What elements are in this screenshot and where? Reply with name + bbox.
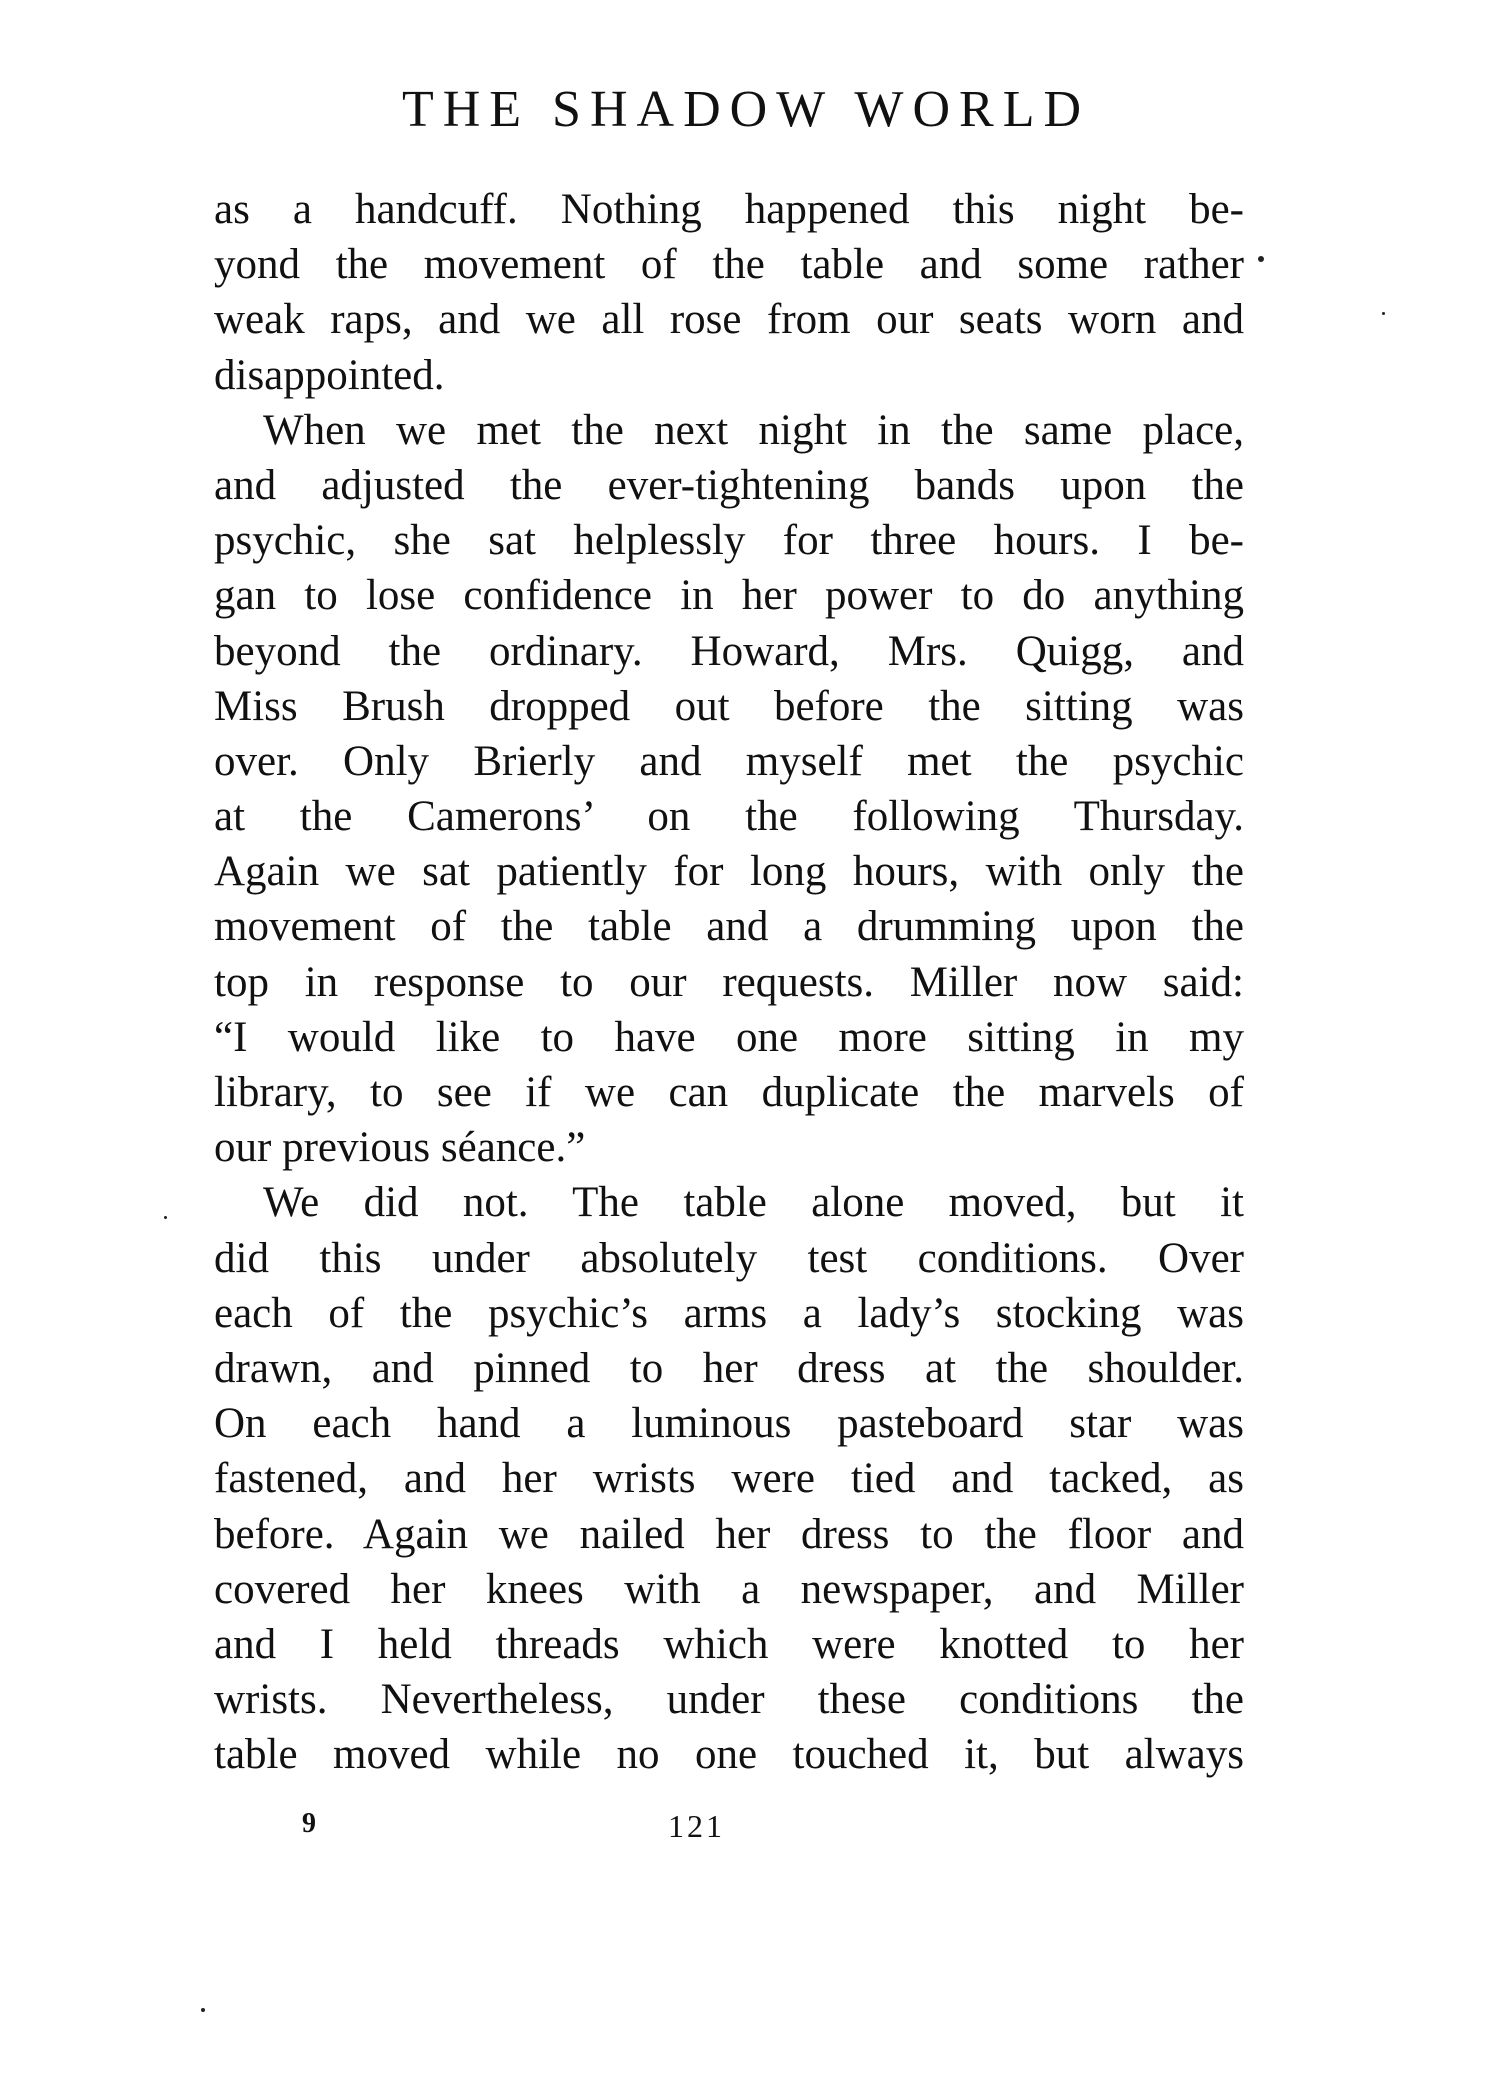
body-text [214,182,1244,1782]
text-line: movement of the table and a drumming upon the [214,903,1244,951]
text-line: each of the psychic’s arms a lady’s stocking was [214,1289,1244,1337]
text-line: as a handcuff. Nothing happened this night be- [214,186,1244,233]
text-line: On each hand a luminous pasteboard star was [214,1400,1244,1448]
text-line: We did not. The table alone moved, but it [263,1179,1244,1227]
text-line: gan to lose confidence in her power to do anything [214,572,1244,620]
text-line: Miss Brush dropped out before the sitting was [214,682,1244,730]
running-header: THE SHADOW WORLD [401,81,1091,138]
text-line: drawn, and pinned to her dress at the shoulder. [214,1344,1244,1392]
text-line: top in response to our requests. Miller now said: [214,958,1244,1006]
scan-speck [1382,312,1385,315]
scan-speck [164,1216,167,1219]
text-line: and adjusted the ever-tightening bands upon the [214,461,1244,509]
text-line: did this under absolutely test conditions. Over [214,1234,1244,1282]
signature-mark: 9 [302,1808,316,1839]
text-line: fastened, and her wrists were tied and tacked, as [214,1455,1244,1503]
text-line: weak raps, and we all rose from our seats worn and [214,296,1244,344]
text-line: psychic, she sat helplessly for three hours. I be- [214,517,1244,565]
text-line: yond the movement of the table and some rather [214,241,1244,289]
text-line: beyond the ordinary. Howard, Mrs. Quigg, and [214,627,1244,675]
text-line: library, to see if we can duplicate the marvels of [214,1069,1244,1116]
page-number: 121 [668,1808,725,1844]
text-line: at the Camerons’ on the following Thursday. [214,793,1244,841]
scan-speck [201,2008,205,2012]
scan-speck [1258,256,1264,262]
text-line: “I would like to have one more sitting in my [214,1013,1244,1061]
text-line: disappointed. [214,351,445,399]
text-line: Again we sat patiently for long hours, with only the [214,848,1244,896]
text-line: and I held threads which were knotted to her [214,1620,1244,1668]
text-line: When we met the next night in the same place, [263,406,1244,454]
text-line: our previous séance.” [214,1124,586,1172]
text-line: covered her knees with a newspaper, and Miller [214,1565,1244,1613]
text-line: wrists. Nevertheless, under these conditions the [214,1676,1244,1724]
text-line: over. Only Brierly and myself met the psychic [214,737,1244,785]
page-footer [0,1808,1492,1848]
text-line: table moved while no one touched it, but always [214,1731,1244,1779]
text-line: before. Again we nailed her dress to the floor and [214,1510,1244,1558]
